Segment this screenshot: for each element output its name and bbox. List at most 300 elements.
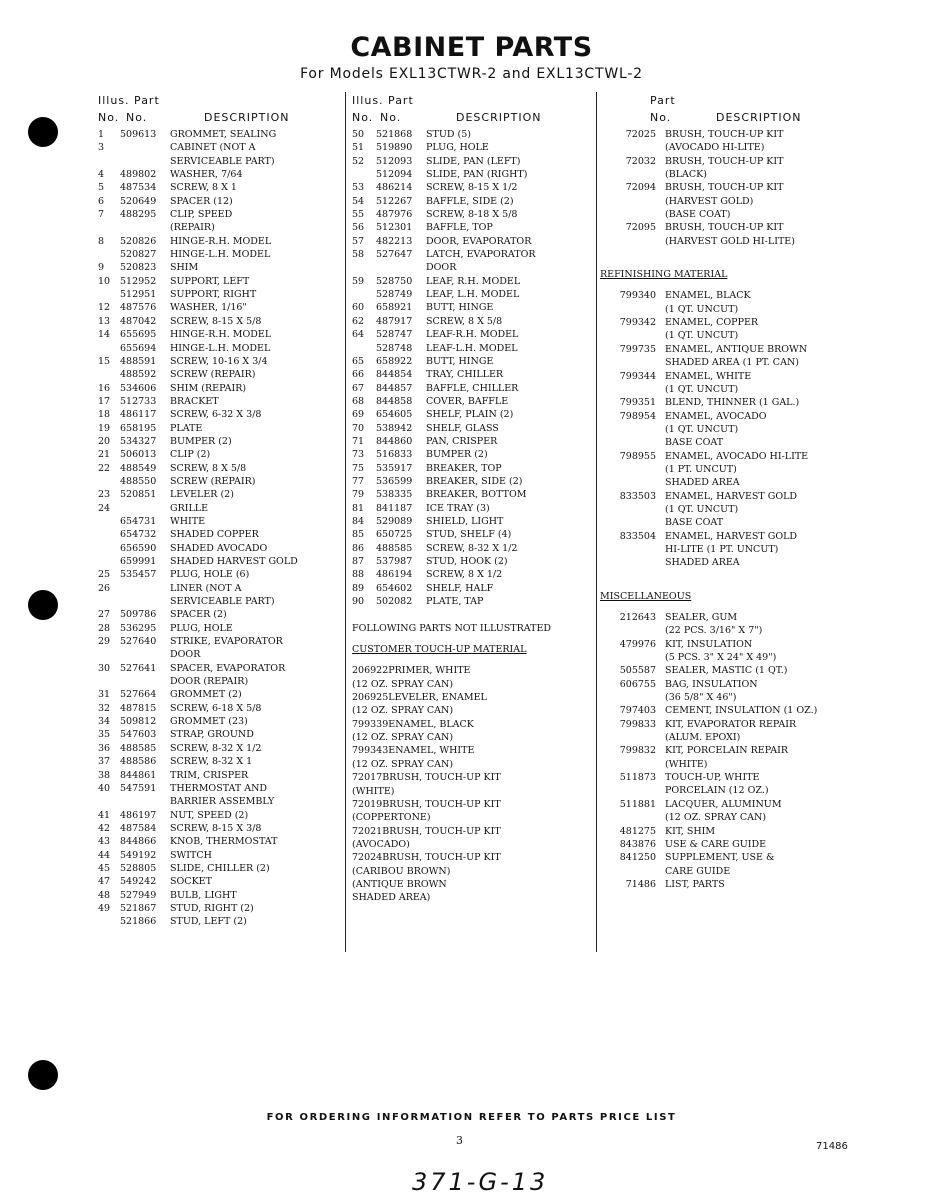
part-row <box>352 395 592 408</box>
part-description: LEAF, R.H. MODEL <box>426 275 521 287</box>
part-number: 527640 <box>120 636 157 648</box>
illus-no: 7 <box>98 209 105 221</box>
part-description: SHELF, PLAIN (2) <box>426 409 514 421</box>
part-description: (1 QT. UNCUT) <box>665 330 739 342</box>
part-row <box>600 611 855 624</box>
part-number: 486214 <box>376 182 413 194</box>
illus-no <box>98 221 120 234</box>
part-row <box>98 782 343 795</box>
illus-no <box>98 248 120 261</box>
part-row <box>600 168 855 181</box>
illus-no <box>352 288 376 301</box>
part-description: SCREW (REPAIR) <box>170 369 256 381</box>
part-description: CARE GUIDE <box>665 865 731 877</box>
part-number <box>600 516 665 529</box>
touchup-rows <box>352 664 592 904</box>
part-number <box>600 436 665 449</box>
part-description: BUMPER (2) <box>170 435 232 447</box>
part-number: 799832 <box>619 745 656 757</box>
part-description: THERMOSTAT AND <box>170 782 268 794</box>
part-description: BRUSH, TOUCH-UP KIT <box>382 798 501 810</box>
part-row <box>98 582 343 595</box>
part-description: (12 OZ. SPRAY CAN) <box>352 758 454 770</box>
part-number: 535457 <box>120 569 157 581</box>
part-description: ENAMEL, AVOCADO <box>665 410 767 422</box>
part-row <box>352 595 592 608</box>
part-number: 799351 <box>619 397 656 409</box>
part-row <box>352 355 592 368</box>
part-number: 799735 <box>619 343 656 355</box>
part-number: 528750 <box>376 275 413 287</box>
part-row <box>600 758 855 771</box>
description-label: DESCRIPTION <box>716 111 802 124</box>
part-row <box>98 342 343 355</box>
part-description: LEAF-R.H. MODEL <box>426 329 519 341</box>
part-row <box>98 168 343 181</box>
part-number <box>600 235 665 248</box>
illus-no <box>98 795 120 808</box>
illus-no: 15 <box>98 355 111 367</box>
part-row <box>98 742 343 755</box>
part-description: ENAMEL, WHITE <box>665 370 752 382</box>
illus-no: 67 <box>352 382 365 394</box>
part-row <box>98 208 343 221</box>
part-description: SHADED AVOCADO <box>170 542 268 554</box>
customer-touchup-heading: CUSTOMER TOUCH-UP MATERIAL <box>352 644 527 656</box>
part-row <box>352 528 592 541</box>
part-number: 799344 <box>619 370 656 382</box>
part-description: KIT, SHIM <box>665 825 716 837</box>
illus-no: 41 <box>98 809 111 821</box>
part-description: GROMMET (23) <box>170 716 248 728</box>
part-number <box>600 758 665 771</box>
part-number: 512094 <box>376 169 413 181</box>
part-row <box>352 408 592 421</box>
page-subtitle: For Models EXL13CTWR-2 and EXL13CTWL-2 <box>300 66 643 82</box>
part-row <box>98 275 343 288</box>
part-number: 488586 <box>120 756 157 768</box>
part-description: SLIDE, PAN (LEFT) <box>426 155 521 167</box>
part-description: STUD (5) <box>426 129 471 140</box>
part-description: BRUSH, TOUCH-UP KIT <box>382 772 501 784</box>
part-description: BAFFLE, TOP <box>426 222 493 234</box>
illus-no-label: No. <box>352 111 374 124</box>
part-number <box>376 261 426 274</box>
part-description: KIT, INSULATION <box>665 638 753 650</box>
part-row <box>352 195 592 208</box>
part-number: 486197 <box>120 809 157 821</box>
illus-no: 17 <box>98 395 111 407</box>
illus-no: 28 <box>98 622 111 634</box>
part-row <box>98 221 343 234</box>
part-description: ENAMEL, HARVEST GOLD <box>665 530 798 542</box>
illus-no: 34 <box>98 716 111 728</box>
illus-no <box>98 555 120 568</box>
part-description: BLEND, THINNER (1 GAL.) <box>665 397 800 409</box>
part-row <box>352 731 592 744</box>
part-number <box>120 795 170 808</box>
part-row <box>98 128 343 141</box>
part-description: STUD, HOOK (2) <box>426 556 508 567</box>
illus-no: 60 <box>352 302 365 314</box>
part-row <box>98 542 343 555</box>
part-description: (1 QT. UNCUT) <box>665 303 739 315</box>
part-number: 654732 <box>120 529 157 541</box>
part-row <box>98 608 343 621</box>
part-number: 512951 <box>120 289 157 301</box>
illus-no: 16 <box>98 382 111 394</box>
part-row <box>352 771 592 784</box>
part-row <box>98 688 343 701</box>
part-number: 527949 <box>120 889 157 901</box>
illus-no: 36 <box>98 742 111 754</box>
part-number: 512301 <box>376 222 413 234</box>
part-row <box>600 556 855 569</box>
part-description: (12 OZ. SPRAY CAN) <box>352 732 454 744</box>
part-number <box>120 155 170 168</box>
illus-no: 55 <box>352 209 365 221</box>
part-description: SHADED AREA <box>665 557 740 569</box>
part-row <box>600 516 855 529</box>
part-row <box>352 798 592 811</box>
part-description: SHADED AREA <box>665 477 740 489</box>
part-number <box>600 329 665 342</box>
part-row <box>600 865 855 878</box>
part-row <box>352 758 592 771</box>
illus-no <box>98 675 120 688</box>
part-description: (ALUM. EPOXI) <box>665 732 741 744</box>
illus-no: 62 <box>352 315 365 327</box>
part-number <box>600 383 665 396</box>
part-description: (12 OZ. SPRAY CAN) <box>352 678 454 690</box>
part-description: (AVOCADO HI-LITE) <box>665 142 765 154</box>
illus-no: 65 <box>352 355 365 367</box>
part-description: SCREW, 8-15 X 5/8 <box>170 315 262 327</box>
part-description: (REPAIR) <box>170 222 215 234</box>
part-row <box>98 528 343 541</box>
part-number: 527641 <box>120 662 157 674</box>
illus-no: 49 <box>98 902 111 914</box>
part-row <box>352 342 592 355</box>
part-number: 512267 <box>376 195 413 207</box>
illus-no: 27 <box>98 609 111 621</box>
part-row <box>98 462 343 475</box>
part-number <box>600 784 665 797</box>
part-row <box>600 851 855 864</box>
brush-rows <box>600 128 855 248</box>
part-row <box>98 355 343 368</box>
part-number: 843876 <box>619 838 656 850</box>
part-description: LATCH, EVAPORATOR <box>426 249 536 261</box>
part-number <box>600 691 665 704</box>
illus-no: 29 <box>98 636 111 648</box>
illus-part-label: Illus. Part <box>98 94 160 107</box>
part-description: SCREW, 8-15 X 3/8 <box>170 822 262 834</box>
part-number: 658922 <box>376 355 413 367</box>
part-number: 487917 <box>376 315 413 327</box>
part-number <box>600 476 665 489</box>
part-row <box>600 208 855 221</box>
part-description: SCREW, 8 X 1/2 <box>426 569 503 581</box>
part-number: 506013 <box>120 449 157 461</box>
misc-heading: MISCELLANEOUS <box>600 590 692 602</box>
part-no-label: No. <box>650 111 672 124</box>
document-code: 71486 <box>816 1141 848 1152</box>
part-row <box>98 515 343 528</box>
part-row <box>600 195 855 208</box>
part-description: SCREW, 8-18 X 5/8 <box>426 209 518 221</box>
part-row <box>600 718 855 731</box>
part-row <box>98 769 343 782</box>
part-number: 528805 <box>120 862 157 874</box>
part-number: 844854 <box>376 369 413 381</box>
part-description: TRIM, CRISPER <box>170 769 249 781</box>
part-number <box>600 503 665 516</box>
part-description: BAG, INSULATION <box>665 678 758 690</box>
illus-no: 53 <box>352 182 365 194</box>
part-description: HINGE-L.H. MODEL <box>170 342 271 354</box>
part-row <box>98 555 343 568</box>
illus-no: 89 <box>352 582 365 594</box>
part-row <box>600 235 855 248</box>
part-description: BAFFLE, CHILLER <box>426 382 519 394</box>
part-description: LEAF, L.H. MODEL <box>426 289 520 301</box>
part-row <box>98 181 343 194</box>
part-description: ENAMEL, HARVEST GOLD <box>665 490 798 502</box>
part-number: 509812 <box>120 716 157 728</box>
part-row <box>600 410 855 423</box>
part-row <box>352 435 592 448</box>
part-description: BAFFLE, SIDE (2) <box>426 195 514 207</box>
illus-no <box>98 342 120 355</box>
part-row <box>98 368 343 381</box>
part-number: 511881 <box>619 798 656 810</box>
refinishing-rows <box>600 289 855 569</box>
part-row <box>352 825 592 838</box>
column-divider-2 <box>596 92 597 952</box>
illus-no: 43 <box>98 836 111 848</box>
part-description: LEAF-L.H. MODEL <box>426 342 518 354</box>
column-divider-1 <box>345 92 346 952</box>
part-number: 535917 <box>376 462 413 474</box>
part-number: 71486 <box>625 878 656 890</box>
part-description: PLUG, HOLE <box>170 622 233 634</box>
part-row <box>352 811 592 824</box>
part-number: 516833 <box>376 449 413 461</box>
part-description: BRACKET <box>170 395 219 407</box>
part-description: SLIDE, CHILLER (2) <box>170 862 270 874</box>
part-number: 537987 <box>376 556 413 567</box>
part-number: 519890 <box>376 142 413 154</box>
part-description: SHIELD, LIGHT <box>426 515 504 527</box>
illus-no: 26 <box>98 582 111 594</box>
part-number: 488550 <box>120 475 157 487</box>
misc-rows <box>600 611 855 891</box>
page-number: 3 <box>456 1134 463 1147</box>
part-row <box>352 328 592 341</box>
part-row <box>600 396 855 409</box>
part-description: STUD, RIGHT (2) <box>170 902 254 914</box>
part-row <box>600 704 855 717</box>
part-number: 488585 <box>120 742 157 754</box>
part-row <box>352 235 592 248</box>
part-number: 538942 <box>376 422 413 434</box>
illus-no: 35 <box>98 729 111 741</box>
part-row <box>98 862 343 875</box>
illus-no: 58 <box>352 249 365 261</box>
part-row <box>600 303 855 316</box>
part-description: DOOR (REPAIR) <box>170 676 249 688</box>
part-number: 520649 <box>120 195 157 207</box>
part-number <box>600 651 665 664</box>
part-description: PRIMER, WHITE <box>388 665 471 677</box>
part-description: (AVOCADO) <box>352 838 410 850</box>
illus-no: 1 <box>98 129 105 140</box>
part-description: BRUSH, TOUCH-UP KIT <box>382 852 501 864</box>
part-row <box>352 422 592 435</box>
punch-hole-middle <box>28 590 58 620</box>
part-description: BUMPER (2) <box>426 449 488 461</box>
part-row <box>352 691 592 704</box>
part-row <box>352 128 592 141</box>
description-label: DESCRIPTION <box>456 111 542 124</box>
part-number: 538335 <box>376 489 413 501</box>
illus-no: 38 <box>98 769 111 781</box>
part-row <box>98 755 343 768</box>
part-description: SUPPORT, LEFT <box>170 275 250 287</box>
part-description: SEALER, GUM <box>665 612 738 623</box>
part-row <box>352 878 592 891</box>
part-number: 655694 <box>120 342 157 354</box>
part-description: STUD, LEFT (2) <box>170 916 247 928</box>
part-row <box>352 664 592 677</box>
illus-no: 81 <box>352 502 365 514</box>
part-row <box>98 155 343 168</box>
part-description: DOOR <box>426 262 457 274</box>
part-description: CABINET (NOT A <box>170 142 256 154</box>
part-description: SHIM <box>170 262 199 274</box>
part-number: 486117 <box>120 409 157 421</box>
part-row <box>98 408 343 421</box>
part-row <box>352 382 592 395</box>
part-description: SPACER, EVAPORATOR <box>170 662 286 674</box>
part-description: SEALER, MASTIC (1 QT.) <box>665 665 788 677</box>
illus-no: 44 <box>98 849 111 861</box>
part-row <box>98 488 343 501</box>
part-description: SCREW, 8-32 X 1/2 <box>426 542 518 554</box>
illus-part-label: Illus. Part <box>352 94 414 107</box>
part-number <box>120 502 170 515</box>
part-number: 482213 <box>376 235 413 247</box>
part-description: STRAP, GROUND <box>170 729 254 741</box>
part-row <box>98 502 343 515</box>
part-number <box>600 356 665 369</box>
part-description: SCREW, 10-16 X 3/4 <box>170 355 268 367</box>
illus-no <box>98 288 120 301</box>
part-row <box>352 181 592 194</box>
part-description: BARRIER ASSEMBLY <box>170 796 275 808</box>
part-number <box>120 675 170 688</box>
part-number <box>600 731 665 744</box>
illus-no: 85 <box>352 529 365 541</box>
part-number: 488585 <box>376 542 413 554</box>
part-row <box>600 436 855 449</box>
illus-no: 68 <box>352 395 365 407</box>
part-row <box>352 865 592 878</box>
part-row <box>352 785 592 798</box>
part-description: SCREW, 8 X 5/8 <box>170 462 247 474</box>
part-number: 206925 <box>352 692 389 704</box>
part-description: BREAKER, SIDE (2) <box>426 475 523 487</box>
part-no-label: No. <box>126 111 148 124</box>
part-number: 534327 <box>120 435 157 447</box>
part-number: 72095 <box>625 222 656 234</box>
column-2-rows <box>352 128 592 608</box>
punch-hole-bottom <box>28 1060 58 1090</box>
part-description: (36 5/8" X 46") <box>665 692 737 704</box>
part-number: 487815 <box>120 702 157 714</box>
illus-no: 48 <box>98 889 111 901</box>
part-number: 502082 <box>376 596 413 608</box>
part-number: 527664 <box>120 689 157 701</box>
part-description: ENAMEL, BLACK <box>665 290 751 302</box>
illus-no: 40 <box>98 782 111 794</box>
not-illustrated-notice: FOLLOWING PARTS NOT ILLUSTRATED <box>352 622 551 634</box>
part-row <box>600 423 855 436</box>
part-number: 844858 <box>376 395 413 407</box>
part-description: (ANTIQUE BROWN <box>352 878 447 890</box>
part-description: BULB, LIGHT <box>170 889 237 901</box>
part-description: LINER (NOT A <box>170 582 242 594</box>
part-number: 528747 <box>376 329 413 341</box>
part-number <box>600 865 665 878</box>
part-number <box>600 811 665 824</box>
part-row <box>352 891 592 904</box>
part-number: 487042 <box>120 315 157 327</box>
part-row <box>600 624 855 637</box>
part-row <box>98 889 343 902</box>
part-row <box>600 155 855 168</box>
illus-no: 9 <box>98 262 105 274</box>
illus-no: 14 <box>98 329 111 341</box>
part-row <box>600 771 855 784</box>
part-row <box>98 662 343 675</box>
part-row <box>352 851 592 864</box>
illus-no <box>352 168 376 181</box>
part-number: 488591 <box>120 355 157 367</box>
part-row <box>600 141 855 154</box>
part-description: SHADED AREA) <box>352 892 431 904</box>
part-number: 488592 <box>120 369 157 381</box>
part-description: BUTT, HINGE <box>426 355 494 367</box>
part-number: 509613 <box>120 129 157 140</box>
part-number: 798954 <box>619 410 656 422</box>
part-description: KIT, EVAPORATOR REPAIR <box>665 718 797 730</box>
part-row <box>98 648 343 661</box>
part-number: 799833 <box>619 718 656 730</box>
illus-no: 50 <box>352 129 365 140</box>
illus-no <box>98 915 120 928</box>
part-number: 511873 <box>619 772 656 784</box>
illus-no: 8 <box>98 235 105 247</box>
part-row <box>98 822 343 835</box>
part-number: 547603 <box>120 729 157 741</box>
part-description: SCREW, 8-15 X 1/2 <box>426 182 518 194</box>
part-number: 799339 <box>352 718 389 730</box>
parts-column-2 <box>352 92 592 905</box>
part-number: 72024 <box>352 852 383 864</box>
illus-no: 3 <box>98 142 105 154</box>
